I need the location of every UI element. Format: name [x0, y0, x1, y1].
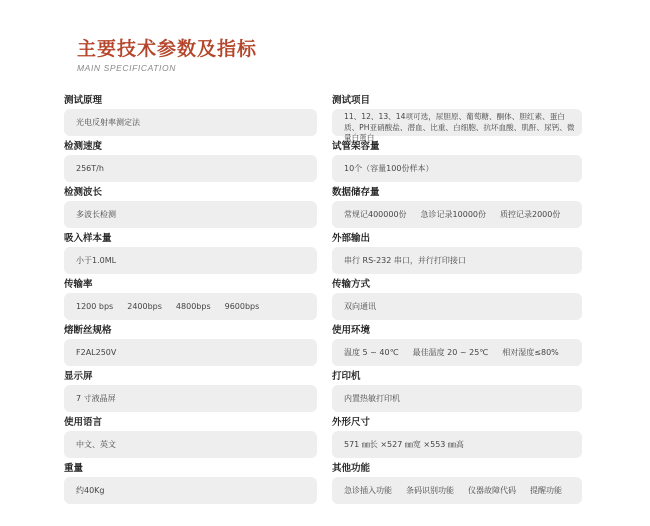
spec-value: 常规记400000份: [344, 210, 407, 219]
spec-label: 传输率: [64, 279, 93, 290]
spec-value: 光电反射率测定法: [76, 118, 140, 127]
spec-item: [332, 140, 582, 186]
spec-value: 10个（容量100份样本）: [344, 164, 434, 173]
spec-value: 11、12、13、14项可选，尿胆原、葡萄糖、酮体、胆红素、蛋白质、PH亚硝酸盐、潜血、比重、白细胞、抗坏血酸、肌酐、尿钙、微量白蛋白: [344, 112, 575, 142]
spec-item: [332, 462, 582, 508]
spec-item: [332, 278, 582, 324]
spec-label: 测试原理: [64, 95, 103, 106]
spec-value: 4800bps: [175, 302, 211, 311]
spec-label: 打印机: [332, 371, 361, 382]
spec-label: 其他功能: [332, 463, 371, 474]
spec-label: 吸入样本量: [64, 233, 112, 244]
spec-item: [64, 232, 317, 278]
spec-value: 中文、英文: [76, 440, 116, 449]
spec-label: 重量: [64, 463, 84, 474]
spec-item: [332, 370, 582, 416]
spec-value-box: [64, 109, 317, 136]
spec-label: 熔断丝规格: [64, 325, 112, 336]
spec-value: 质控记录2000份: [500, 210, 561, 219]
page-subtitle: MAIN SPECIFICATION: [77, 63, 176, 73]
spec-value: 相对湿度≤80%: [502, 348, 559, 357]
spec-label: 检测波长: [64, 187, 103, 198]
spec-value: 急诊记录10000份: [420, 210, 486, 219]
spec-value-box: [332, 201, 582, 228]
right-spec-column: [332, 94, 582, 508]
spec-item: [64, 324, 317, 370]
spec-value: 1200 bps: [76, 302, 114, 311]
spec-value: 256T/h: [76, 164, 104, 173]
spec-value: 仪器故障代码: [468, 486, 516, 495]
spec-label: 显示屏: [64, 371, 93, 382]
spec-value: 9600bps: [224, 302, 260, 311]
spec-value: 内置热敏打印机: [344, 394, 400, 403]
spec-value: 2400bps: [127, 302, 162, 311]
spec-value: 约40Kg: [76, 486, 105, 495]
spec-label: 使用语言: [64, 417, 103, 428]
spec-item: [332, 94, 582, 140]
spec-item: [332, 232, 582, 278]
spec-value: 温度 5 ~ 40℃: [344, 348, 399, 357]
spec-value-box: [332, 247, 582, 274]
spec-value-box: [64, 431, 317, 458]
spec-item: [332, 324, 582, 370]
spec-value-box: [64, 155, 317, 182]
spec-item: [64, 278, 317, 324]
spec-value-box: [332, 477, 582, 504]
spec-label: 测试项目: [332, 95, 371, 106]
spec-item: [64, 186, 317, 232]
spec-value-box: [64, 247, 317, 274]
spec-label: 试管架容量: [332, 141, 380, 152]
spec-value: 小于1.0ML: [76, 256, 117, 265]
spec-value-box: [64, 477, 317, 504]
spec-item: [64, 462, 317, 508]
spec-item: [332, 186, 582, 232]
spec-value: 急诊插入功能: [344, 486, 392, 495]
spec-value-box: [332, 339, 582, 366]
spec-label: 数据储存量: [332, 187, 380, 198]
spec-value-box: [332, 385, 582, 412]
left-spec-column: [64, 94, 317, 508]
spec-label: 外形尺寸: [332, 417, 371, 428]
spec-label: 传输方式: [332, 279, 371, 290]
page-title: 主要技术参数及指标: [77, 38, 258, 60]
spec-value-box: [332, 293, 582, 320]
spec-label: 检测速度: [64, 141, 103, 152]
spec-value-box: [64, 385, 317, 412]
spec-value: 串行 RS-232 串口，并行打印接口: [344, 256, 466, 265]
spec-value: 提醒功能: [530, 486, 562, 495]
spec-label: 外部输出: [332, 233, 371, 244]
spec-value-box: [332, 109, 582, 142]
spec-label: 使用环境: [332, 325, 371, 336]
spec-value-box: [64, 293, 317, 320]
spec-value-box: [64, 201, 317, 228]
spec-value-box: [332, 155, 582, 182]
spec-value-box: [64, 339, 317, 366]
spec-value: 571 ㎜长 ×527 ㎜宽 ×553 ㎜高: [344, 440, 464, 449]
spec-item: [332, 416, 582, 462]
spec-value-box: [332, 431, 582, 458]
spec-value: 多波长检测: [76, 210, 116, 219]
spec-value: 最佳温度 20 ~ 25℃: [412, 348, 489, 357]
spec-value: 双向通讯: [344, 302, 376, 311]
spec-value: 7 寸液晶屏: [76, 394, 116, 403]
spec-value: 条码识别功能: [406, 486, 454, 495]
spec-item: [64, 416, 317, 462]
page-header: [77, 38, 257, 73]
spec-item: [64, 140, 317, 186]
spec-item: [64, 370, 317, 416]
spec-value: F2AL250V: [76, 348, 117, 357]
spec-item: [64, 94, 317, 140]
